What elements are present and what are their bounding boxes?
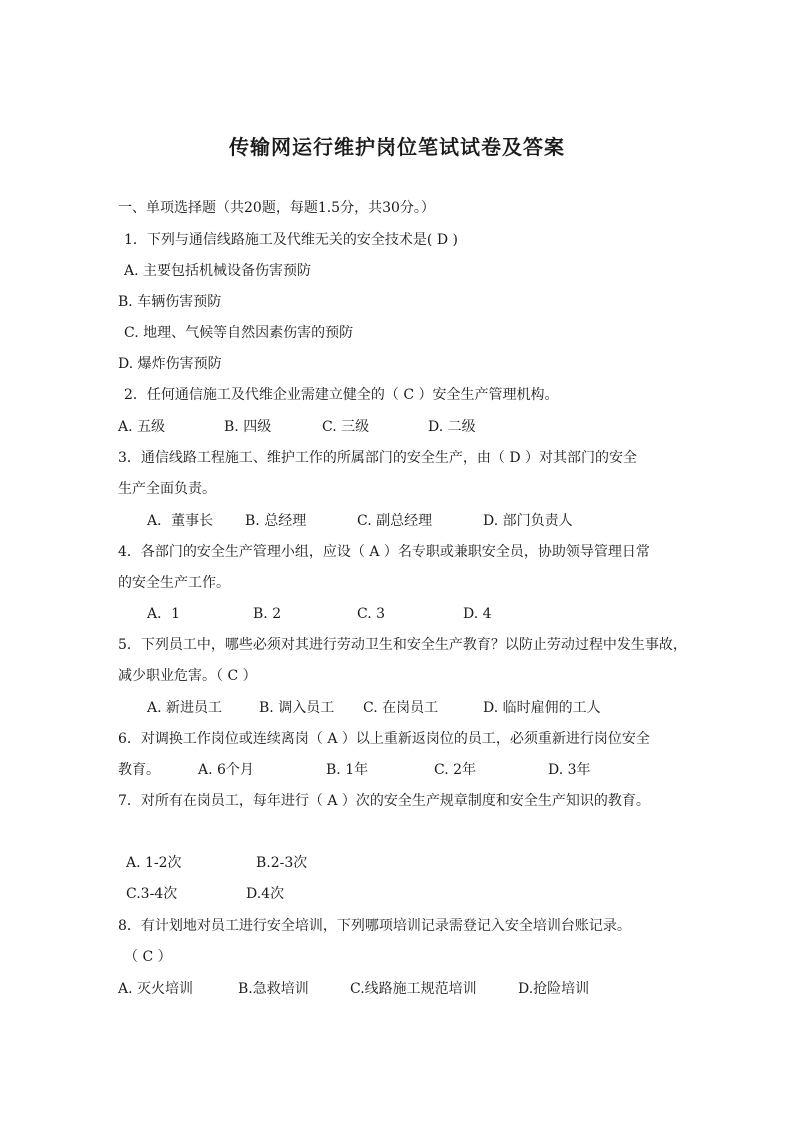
question-5-option-b: B. 调入员工 <box>259 700 335 716</box>
question-3-option-a: A．董事长 <box>147 513 214 529</box>
question-8-stem-line-1: 8．有计划地对员工进行安全培训，下列哪项培训记录需登记入安全培训台账记录。 <box>118 918 631 934</box>
question-4-option-d: D. 4 <box>463 606 492 622</box>
question-7-option-d: D.4次 <box>246 886 285 902</box>
question-1-option-a: A. 主要包括机械设备伤害预防 <box>124 263 312 279</box>
question-5-option-d: D. 临时雇佣的工人 <box>483 700 601 716</box>
question-2-option-b: B. 四级 <box>224 419 272 435</box>
question-6-option-c: C. 2年 <box>434 762 477 778</box>
question-3-stem-line-2: 生产全面负责。 <box>118 481 216 497</box>
question-3-option-c: C. 副总经理 <box>357 513 433 529</box>
question-4-stem-line-1: 4．各部门的安全生产管理小组，应设（ A ）名专职或兼职安全员，协助领导管理日常 <box>118 544 650 560</box>
question-6-option-d: D. 3年 <box>548 762 591 778</box>
question-2-option-a: A. 五级 <box>118 419 166 435</box>
section-heading: 一、单项选择题（共20题，每题1.5分，共30分。） <box>118 200 435 216</box>
question-1-option-b: B. 车辆伤害预防 <box>118 294 222 310</box>
question-5-option-a: A. 新进员工 <box>147 700 223 716</box>
question-6-stem-line-1: 6．对调换工作岗位或连续离岗（ A ）以上重新返岗位的员工，必须重新进行岗位安全 <box>118 731 650 747</box>
question-6-option-a: A. 6个月 <box>198 762 254 778</box>
question-3-stem-line-1: 3．通信线路工程施工、维护工作的所属部门的安全生产，由（ D ）对其部门的安全 <box>118 450 638 466</box>
question-1-option-c: C. 地理、气候等自然因素伤害的预防 <box>124 325 354 341</box>
question-5-stem-line-2: 减少职业危害。（ C ） <box>118 668 257 684</box>
question-7-stem: 7．对所有在岗员工，每年进行（ A ）次的安全生产规章制度和安全生产知识的教育。 <box>118 793 650 809</box>
question-4-stem-line-2: 的安全生产工作。 <box>118 575 230 591</box>
question-5-option-c: C. 在岗员工 <box>363 700 439 716</box>
question-2-option-d: D. 二级 <box>428 419 476 435</box>
question-8-option-c: C.线路施工规范培训 <box>350 981 477 997</box>
question-2-stem: 2．任何通信施工及代维企业需建立健全的（ C ）安全生产管理机构。 <box>124 387 559 403</box>
question-4-option-a: A．1 <box>147 606 181 622</box>
question-7-option-a: A. 1-2次 <box>126 855 182 871</box>
question-2-option-c: C. 三级 <box>322 419 370 435</box>
question-1-option-d: D. 爆炸伤害预防 <box>118 356 222 372</box>
question-1-stem: 1．下列与通信线路施工及代维无关的安全技术是( D ) <box>124 232 458 248</box>
question-5-stem-line-1: 5．下列员工中，哪些必须对其进行劳动卫生和安全生产教育？以防止劳动过程中发生事故， <box>118 637 687 653</box>
question-6-option-b: B. 1年 <box>326 762 369 778</box>
question-8-stem-line-2: （ C ） <box>124 949 172 965</box>
document-title: 传输网运行维护岗位笔试试卷及答案 <box>229 135 565 159</box>
question-7-option-c: C.3-4次 <box>126 886 178 902</box>
question-8-option-a: A. 灭火培训 <box>118 981 194 997</box>
question-6-stem-line-2: 教育。 <box>118 762 160 778</box>
question-8-option-d: D.抢险培训 <box>518 981 590 997</box>
question-8-option-b: B.急救培训 <box>238 981 309 997</box>
question-3-option-d: D. 部门负责人 <box>483 513 573 529</box>
question-4-option-c: C. 3 <box>357 606 386 622</box>
question-3-option-b: B. 总经理 <box>245 513 307 529</box>
question-7-option-b: B.2-3次 <box>256 855 308 871</box>
question-4-option-b: B. 2 <box>253 606 282 622</box>
